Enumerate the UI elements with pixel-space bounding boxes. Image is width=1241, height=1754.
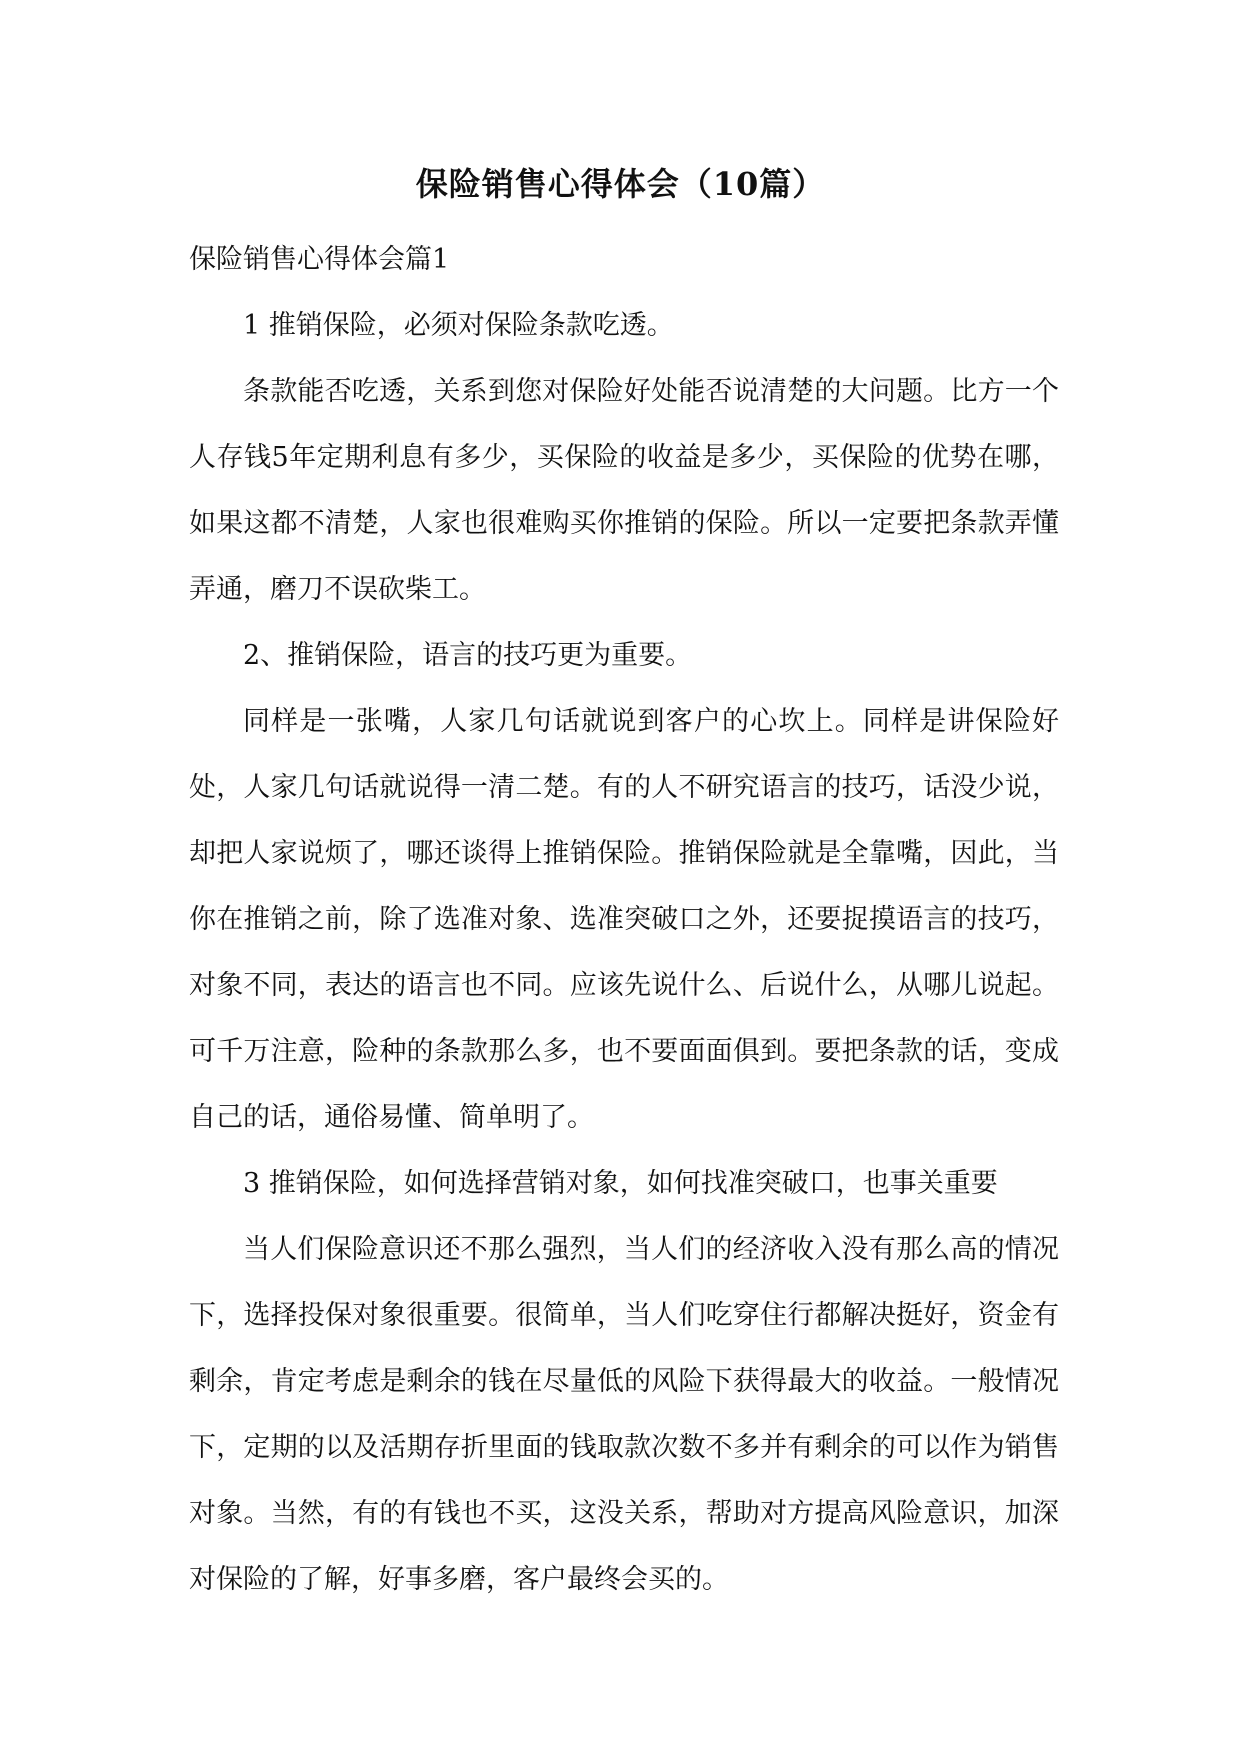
document-body (189, 227, 1059, 1613)
document-title: 保险销售心得体会（10篇） (415, 165, 826, 203)
point-3-paragraph: 当人们保险意识还不那么强烈，当人们的经济收入没有那么高的情况下，选择投保对象很重要。很简单，当人们吃穿住行都解决挺好，资金有剩余，肯定考虑是剩余的钱在尽量低的风险下获得最大的收益。一般情况下，定期的以及活期存折里面的钱取款次数不多并有剩余的可以作为销售对象。当然，有的有钱也不买，这没关系，帮助对方提高风险意识，加深对保险的了解，好事多磨，客户最终会买的。 (189, 1234, 1059, 1595)
point-1-paragraph: 条款能否吃透，关系到您对保险好处能否说清楚的大问题。比方一个人存钱5年定期利息有多少，买保险的收益是多少，买保险的优势在哪，如果这都不清楚，人家也很难购买你推销的保险。所以一定要把条款弄懂弄通，磨刀不误砍柴工。 (189, 376, 1059, 605)
point-3-heading: 3 推销保险，如何选择营销对象，如何找准突破口，也事关重要 (243, 1168, 998, 1199)
section-heading: 保险销售心得体会篇1 (189, 244, 450, 275)
point-2-heading: 2、推销保险，语言的技巧更为重要。 (243, 640, 693, 671)
point-1-heading: 1 推销保险，必须对保险条款吃透。 (243, 310, 674, 341)
point-2-paragraph: 同样是一张嘴，人家几句话就说到客户的心坎上。同样是讲保险好处，人家几句话就说得一清二楚。有的人不研究语言的技巧，话没少说，却把人家说烦了，哪还谈得上推销保险。推销保险就是全靠嘴，因此，当你在推销之前，除了选准对象、选准突破口之外，还要捉摸语言的技巧，对象不同，表达的语言也不同。应该先说什么、后说什么，从哪儿说起。可千万注意，险种的条款那么多，也不要面面俱到。要把条款的话，变成自己的话，通俗易懂、简单明了。 (189, 706, 1059, 1133)
